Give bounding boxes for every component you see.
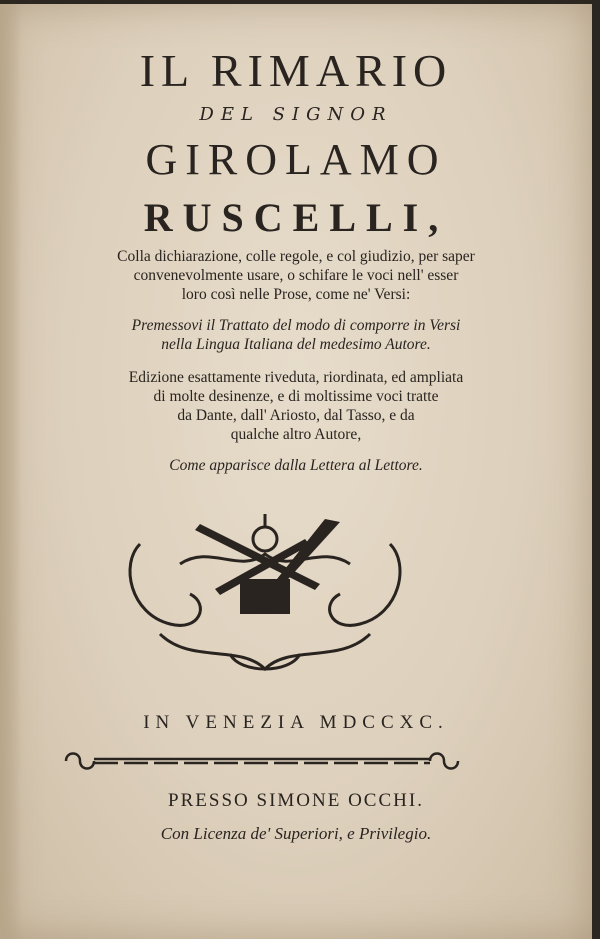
author-first-name: GIROLAMO — [145, 135, 447, 184]
treatise-line: nella Lingua Italiana del medesimo Autore. — [161, 336, 431, 353]
treatise-line: Premessovi il Trattato del modo di comporre in Versi — [131, 317, 461, 334]
imprint-printer: PRESSO SIMONE OCCHI. — [168, 790, 424, 811]
book-title: IL RIMARIO — [139, 45, 453, 96]
edition-line: da Dante, dall' Ariosto, dal Tasso, e da — [177, 407, 415, 424]
description-line: Colla dichiarazione, colle regole, e col giudizio, per saper — [117, 248, 475, 265]
imprint-place: IN VENEZIA MDCCXC. — [143, 712, 449, 733]
letter-note: Come apparisce dalla Lettera al Lettore. — [169, 457, 423, 474]
description-line: loro così nelle Prose, come ne' Versi: — [181, 286, 411, 303]
ornamental-rule-icon — [62, 749, 462, 773]
description-line: convenevolmente usare, o schifare le voci nell' esser — [133, 267, 459, 284]
edition-line: Edizione esattamente riveduta, riordinata, ed ampliata — [128, 369, 464, 386]
printer-ornament-icon — [120, 504, 410, 679]
title-page — [0, 4, 592, 939]
imprint-licence: Con Licenza de' Superiori, e Privilegio. — [160, 824, 432, 843]
edition-line: di molte desinenze, e di moltissime voci tratte — [153, 388, 439, 405]
author-byline: DEL SIGNOR — [199, 104, 393, 125]
edition-line: qualche altro Autore, — [230, 426, 362, 443]
author-surname: RUSCELLI, — [143, 195, 449, 240]
